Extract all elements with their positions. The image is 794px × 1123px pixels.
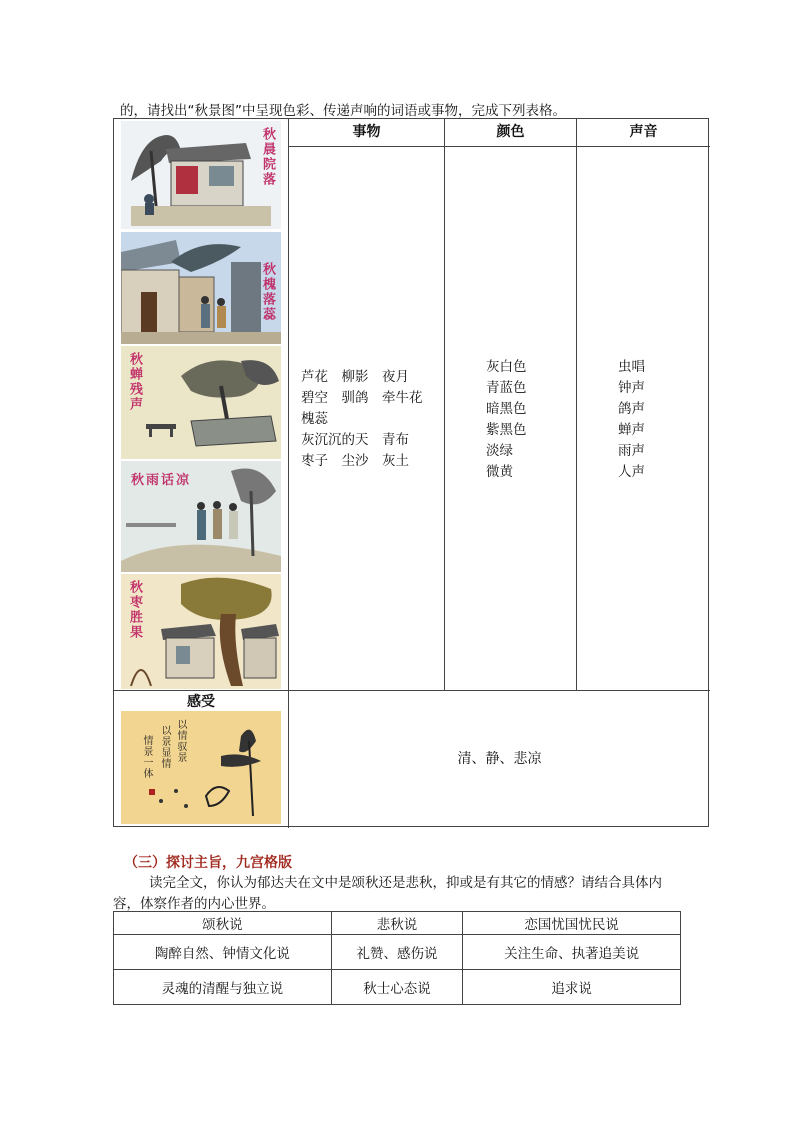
grid-cell: 恋国忧国忧民说	[463, 912, 681, 935]
painting-line: 以情驭景	[175, 719, 186, 763]
courtyard-painting	[121, 121, 281, 229]
grid-cell: 灵魂的清醒与独立说	[114, 970, 332, 1005]
feeling-text: 清、静、悲凉	[457, 751, 542, 767]
header-colors: 颜色	[496, 124, 525, 140]
image-title: 秋枣胜果	[127, 580, 142, 640]
section-title: （三）探讨主旨，九宫格版	[124, 855, 292, 871]
sounds-list: 虫唱 钟声 鸽声 蝉声 雨声 人声	[618, 359, 645, 480]
autumn-scene-table	[113, 118, 709, 827]
tree-painting	[121, 346, 281, 459]
intro-text: 的，请找出“秋景图”中呈现色彩、传递声响的词语或事物，完成下列表格。	[120, 103, 566, 119]
things-list: 芦花 柳影 夜月 碧空 驯鸽 牵牛花 槐蕊 灰沉沉的天 青布 枣子 尘沙 灰土	[301, 369, 423, 469]
image-title: 秋晨院落	[260, 127, 275, 187]
section-paragraph: 读完全文，你认为郁达夫在文中是颂秋还是悲秋，抑或是有其它的情感？请结合具体内容，体察作者的内心世界。	[113, 875, 662, 912]
grid-cell: 陶醉自然、钟情文化说	[114, 935, 332, 970]
grid-cell: 秋士心态说	[331, 970, 462, 1005]
ink-painting	[121, 711, 281, 824]
image-title: 秋槐落蕊	[260, 262, 275, 322]
nine-grid-table	[113, 911, 681, 1005]
rain-talk-painting	[121, 461, 281, 572]
grid-cell: 悲秋说	[331, 912, 462, 935]
grid-cell: 礼赞、感伤说	[331, 935, 462, 970]
painting-line: 以景显情	[159, 725, 170, 769]
header-things: 事物	[352, 124, 381, 140]
image-title: 秋蝉残声	[127, 352, 142, 412]
painting-line: 情景一体	[141, 735, 152, 779]
feeling-label: 感受	[187, 694, 215, 710]
jujube-tree-painting	[121, 574, 281, 689]
grid-cell: 关注生命、执著追美说	[463, 935, 681, 970]
header-sounds: 声音	[629, 124, 658, 140]
grid-cell: 追求说	[463, 970, 681, 1005]
grid-cell: 颂秋说	[114, 912, 332, 935]
colors-list: 灰白色 青蓝色 暗黑色 紫黑色 淡绿 微黄	[486, 359, 527, 480]
image-title: 秋雨话凉	[131, 473, 192, 488]
alley-painting	[121, 232, 281, 344]
